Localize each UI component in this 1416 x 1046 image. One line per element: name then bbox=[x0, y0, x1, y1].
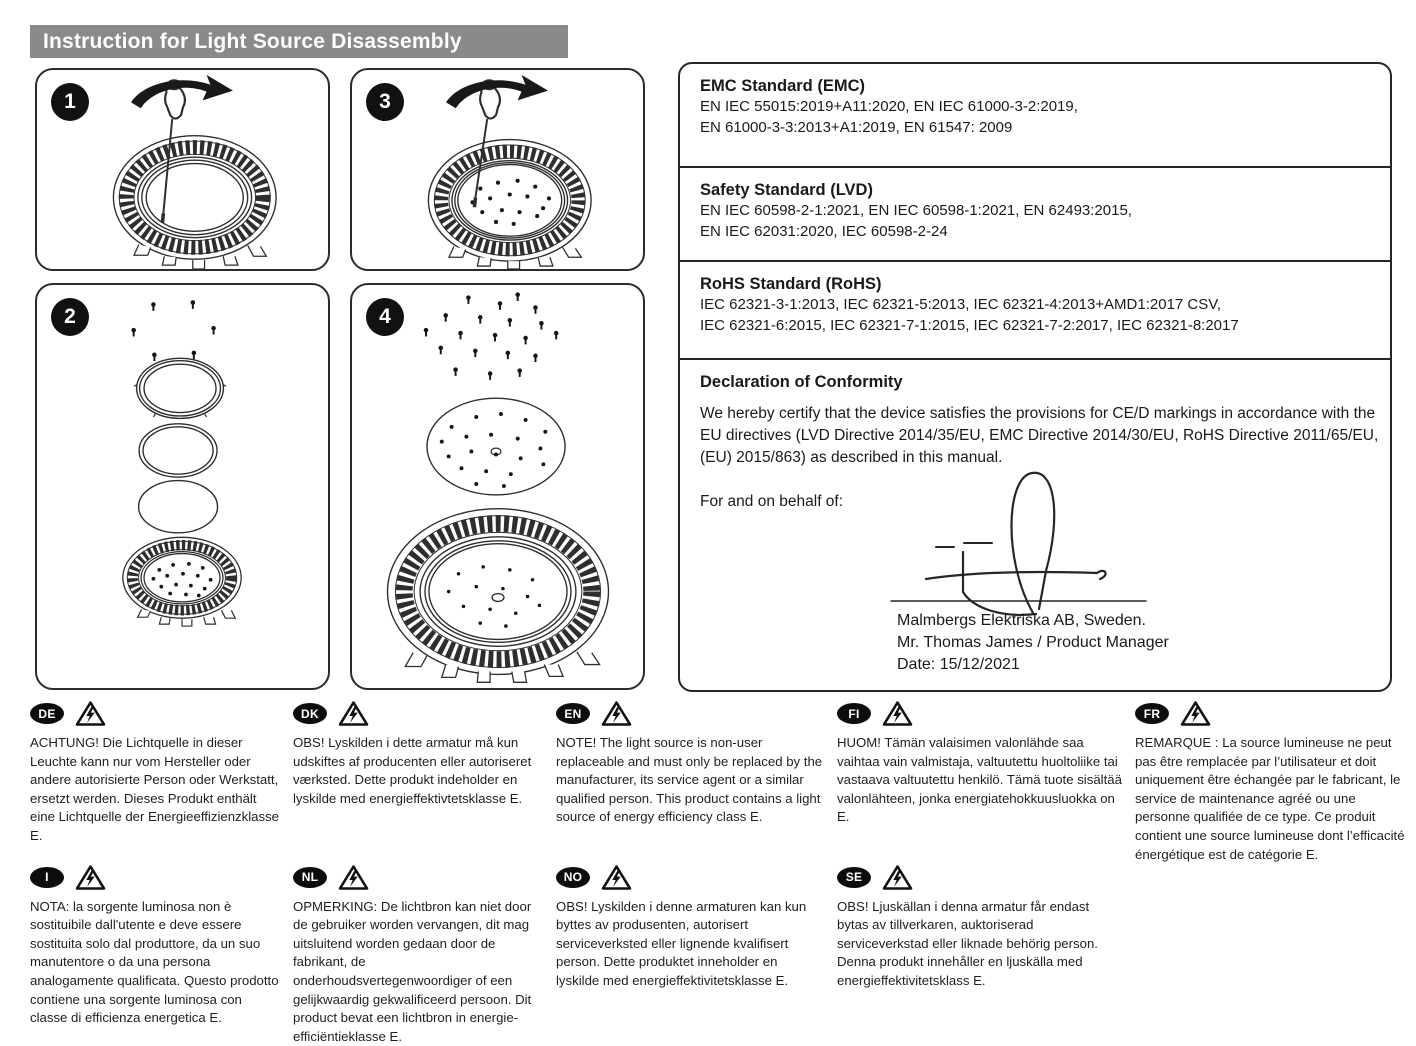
page-title: Instruction for Light Source Disassembly bbox=[30, 25, 568, 58]
notice-text: ACHTUNG! Die Lichtquelle in dieser Leuchte kann nur vom Hersteller oder andere autorisierte Person oder Werkstatt, ersetzt werden. Dieses Produkt enthält eine Lichtquelle der Energieeffizienzklasse E. bbox=[30, 735, 280, 843]
exploded-view-drawing bbox=[352, 285, 643, 688]
section-heading: Safety Standard (LVD) bbox=[700, 181, 873, 199]
standards-line: IEC 62321-3-1:2013, IEC 62321-5:2013, IEC 62321-4:2013+AMD1:2017 CSV, bbox=[700, 296, 1222, 313]
step-number-badge: 2 bbox=[51, 298, 89, 336]
step-panel-4 bbox=[350, 283, 645, 690]
exploded-view-drawing bbox=[37, 285, 328, 688]
lens-disc bbox=[139, 481, 218, 533]
notice-fr bbox=[1135, 700, 1407, 1046]
language-badge: NO bbox=[556, 867, 590, 888]
signatory-block bbox=[897, 610, 1169, 676]
company-name: Malmbergs Elektriska AB, Sweden. bbox=[897, 612, 1146, 629]
warning-triangle-icon bbox=[1180, 700, 1211, 727]
language-badge: I bbox=[30, 867, 64, 888]
fixture-body bbox=[123, 537, 241, 618]
screws bbox=[131, 300, 215, 361]
language-badge: FI bbox=[837, 703, 871, 724]
step-number-badge: 4 bbox=[366, 298, 404, 336]
gasket-ring bbox=[139, 424, 217, 477]
standards-line: EN IEC 60598-2-1:2021, EN IEC 60598-1:2021, EN 62493:2015, bbox=[700, 202, 1132, 219]
language-badge: SE bbox=[837, 867, 871, 888]
warning-triangle-icon bbox=[601, 700, 632, 727]
language-notices bbox=[30, 700, 1408, 1046]
language-badge: EN bbox=[556, 703, 590, 724]
notice-text: NOTA: la sorgente luminosa non è sostituibile dall'utente e deve essere sostituita solo dal produttore, da un suo manutentore o da una persona analogamente qualificata. Questo prodotto contiene una sorgente luminosa con classe di efficienza energetica E. bbox=[30, 898, 279, 1026]
standards-line: EN 61000-3-3:2013+A1:2019, EN 61547: 2009 bbox=[700, 119, 1013, 136]
notice-it bbox=[30, 864, 280, 1046]
led-dots bbox=[470, 179, 551, 226]
language-badge: DK bbox=[293, 703, 327, 724]
screw-holes bbox=[447, 565, 541, 628]
notice-text: OBS! Lyskilden i denne armaturen kan kun byttes av produsenten, autorisert serviceverksted eller lignende kvalifisert person. Dette produktet inneholder en lyskilde med energieffektivitetsklasse E. bbox=[556, 898, 807, 988]
language-badge: DE bbox=[30, 703, 64, 724]
notice-text: HUOM! Tämän valaisimen valonlähde saa vaihtaa vain valmistaja, valtuutettu huoltoliike tai vastaava valtuutettu henkilö. Tämä tuote sisältää valonlähteen, jonka energiatehokkuusluokka on E. bbox=[837, 735, 1122, 825]
signature bbox=[876, 456, 1176, 616]
warning-triangle-icon bbox=[75, 864, 106, 891]
notice-text: OBS! Ljuskällan i denna armatur får endast bytas av tillverkaren, auktoriserad serviceverkstad eller liknade behörig person. Denna produkt innehåller en ljuskälla med energieffektivitetsklass E. bbox=[837, 898, 1098, 988]
standards-line: EN IEC 62031:2020, IEC 60598-2-24 bbox=[700, 223, 948, 240]
warning-triangle-icon bbox=[882, 864, 913, 891]
emc-standard-section bbox=[680, 64, 1390, 168]
notice-no bbox=[556, 864, 824, 1046]
warning-triangle-icon bbox=[75, 700, 106, 727]
warning-triangle-icon bbox=[338, 700, 369, 727]
rohs-standard-section bbox=[680, 262, 1390, 360]
notice-fi bbox=[837, 700, 1122, 846]
notice-text: OBS! Lyskilden i dette armatur må kun udskiftes af producenten eller autoriseret værksted. Dette produkt indeholder en lyskilde med energieffektivtetsklasse E. bbox=[293, 735, 532, 806]
language-badge: FR bbox=[1135, 703, 1169, 724]
notice-en bbox=[556, 700, 824, 846]
step-number-badge: 3 bbox=[366, 83, 404, 121]
fixture-housing bbox=[388, 509, 609, 675]
warning-triangle-icon bbox=[882, 700, 913, 727]
step-panel-2 bbox=[35, 283, 330, 690]
notice-se bbox=[837, 864, 1122, 1046]
signatory-name: Mr. Thomas James / Product Manager bbox=[897, 634, 1169, 651]
declaration-section bbox=[680, 360, 1390, 690]
notice-text: NOTE! The light source is non-user replaceable and must only be replaced by the manufacturer, its service agent or a similar qualified person. This product contains a light source of energy efficiency class E. bbox=[556, 735, 823, 825]
trim-ring bbox=[134, 358, 226, 418]
notice-dk bbox=[293, 700, 543, 846]
notice-text: REMARQUE : La source lumineuse ne peut pas être remplacée par l’utilisateur et doit uniquement être échangée par le fabricant, le service de maintenance agréé ou une personne qualifiée de ce type. Ce produit contient une source lumineuse dont l’efficacité énergétique est de catégorie E. bbox=[1135, 735, 1405, 862]
step-panel-3 bbox=[350, 68, 645, 271]
language-badge: NL bbox=[293, 867, 327, 888]
notice-nl bbox=[293, 864, 543, 1046]
behalf-label: For and on behalf of: bbox=[700, 493, 844, 510]
section-heading: RoHS Standard (RoHS) bbox=[700, 275, 882, 293]
warning-triangle-icon bbox=[338, 864, 369, 891]
section-heading: EMC Standard (EMC) bbox=[700, 77, 865, 95]
standards-line: IEC 62321-6:2015, IEC 62321-7-1:2015, IEC 62321-7-2:2017, IEC 62321-8:2017 bbox=[700, 317, 1239, 334]
led-dots bbox=[152, 562, 213, 597]
notice-text: OPMERKING: De lichtbron kan niet door de gebruiker worden vervangen, dit mag uitsluitend worden gedaan door de fabrikant, de onderhoudsvertegenwoordiger of een gelijkwaardig gekwalificeerd persoon. Dit product bevat een lichtbron in energie-efficiëntieklasse E. bbox=[293, 898, 532, 1044]
warning-triangle-icon bbox=[601, 864, 632, 891]
screws bbox=[424, 292, 559, 379]
safety-standard-section bbox=[680, 168, 1390, 262]
standards-line: EN IEC 55015:2019+A11:2020, EN IEC 61000-3-2:2019, bbox=[700, 98, 1078, 115]
notice-de bbox=[30, 700, 280, 846]
step-panel-1 bbox=[35, 68, 330, 271]
led-plate bbox=[427, 398, 565, 495]
step-number-badge: 1 bbox=[51, 83, 89, 121]
declaration-text: We hereby certify that the device satisfies the provisions for CE/D markings in accordance with the EU directives (LVD Directive 2014/35/EU, EMC Directive 2014/30/EU, RoHS Directive 2011/65/EU, (EU) 2015/863) as described in this manual. bbox=[700, 405, 1379, 466]
signature-date: Date: 15/12/2021 bbox=[897, 656, 1020, 673]
certification-box bbox=[678, 62, 1392, 692]
section-heading: Declaration of Conformity bbox=[700, 373, 903, 391]
